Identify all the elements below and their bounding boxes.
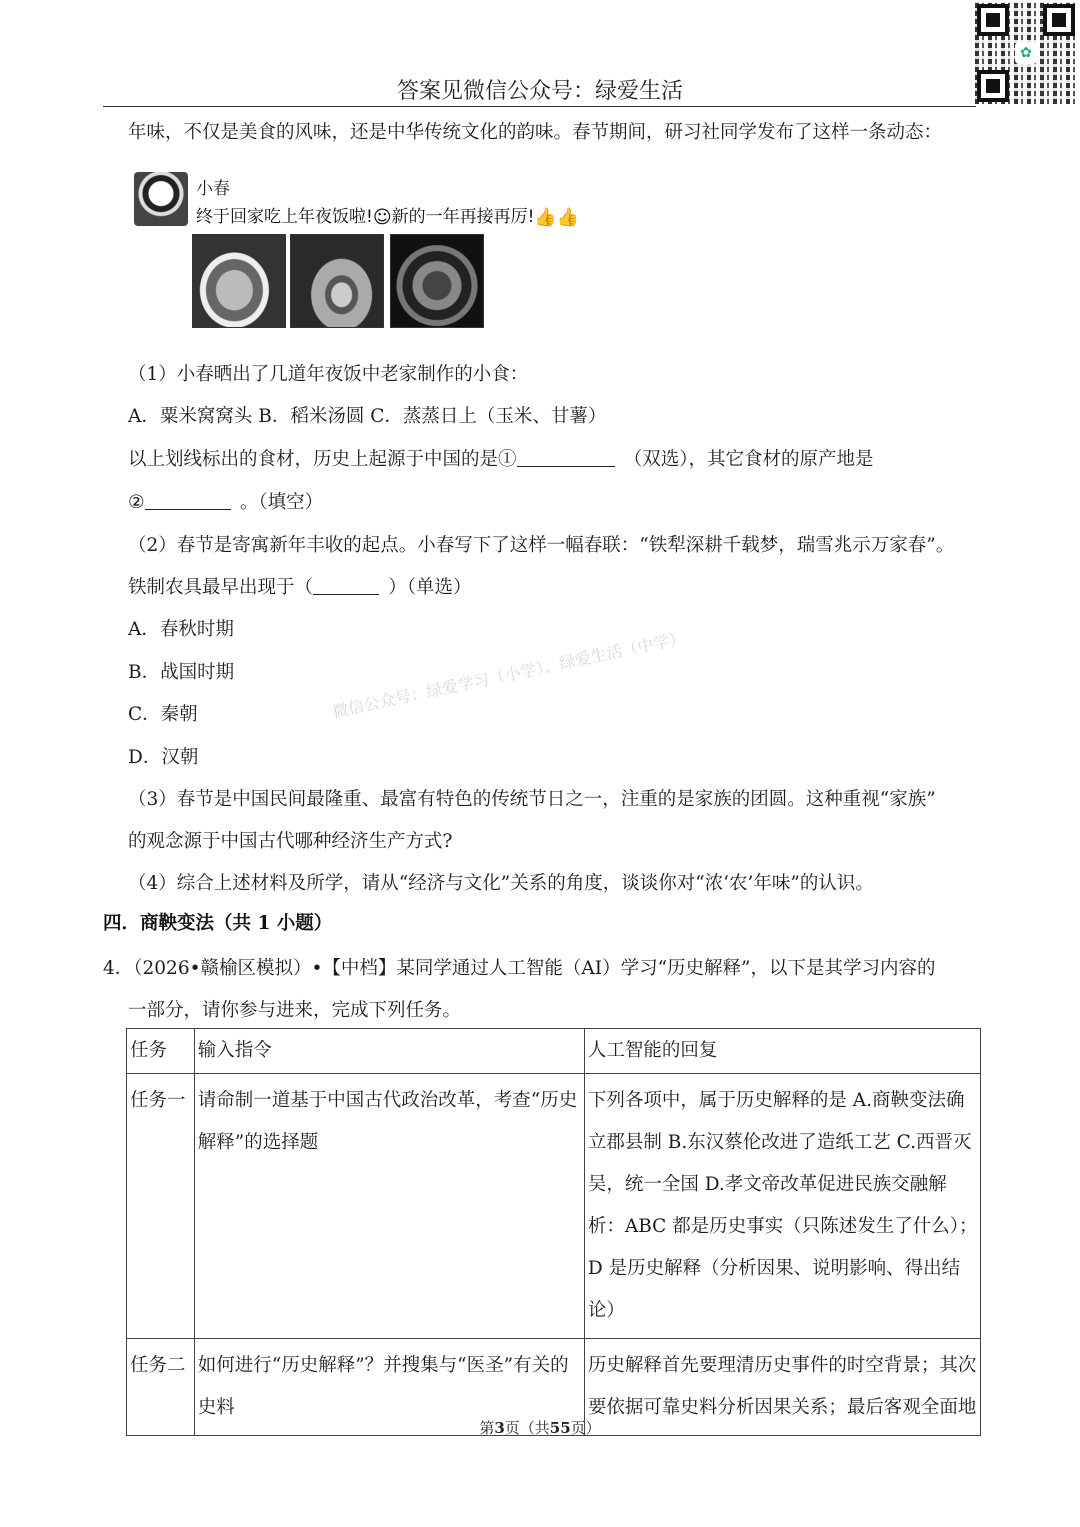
smile-emoji-icon: ☺ bbox=[372, 207, 392, 228]
q1-line2-prefix: ② bbox=[128, 492, 145, 513]
food-photo-wowotou bbox=[192, 234, 286, 328]
answer-blank-1[interactable] bbox=[517, 448, 615, 467]
table-header-row bbox=[127, 1029, 981, 1074]
table-cell-reply: 历史解释首先要理清历史事件的时空背景；其次要依据可靠史料分析因果关系；最后客观全面地 bbox=[584, 1339, 980, 1436]
q2-option-c: C．秦朝 bbox=[128, 704, 198, 725]
q1-line2-after: 。（填空） bbox=[239, 492, 324, 513]
qr-finder-top-right bbox=[1043, 4, 1075, 36]
table-cell-instruction: 请命制一道基于中国古代政治改革，考查“历史解释”的选择题 bbox=[194, 1074, 584, 1339]
q1-line1-after: （双选），其它食材的原产地是 bbox=[633, 449, 874, 470]
table-cell-reply: 下列各项中，属于历史解释的是 A.商鞅变法确立郡县制 B.东汉蔡伦改进了造纸工艺 C.西晋灭吴，统一全国 D.孝文帝改革促进民族交融解析：ABC 都是历史事实（只陈述发生了什么）；D 是历史解释（分析因果、说明影响、得出结论） bbox=[584, 1074, 980, 1339]
answer-blank-3[interactable] bbox=[313, 576, 379, 595]
qr-finder-top-left bbox=[977, 4, 1009, 36]
q1-line1-before: 以上划线标出的食材，历史上起源于中国的是① bbox=[128, 449, 517, 470]
q2-option-b: B．战国时期 bbox=[128, 662, 235, 683]
qr-logo-icon: ✿ bbox=[1015, 42, 1037, 64]
q2-option-a: A．春秋时期 bbox=[128, 619, 234, 640]
table-cell-instruction: 如何进行“历史解释”？并搜集与“医圣”有关的史料 bbox=[194, 1339, 584, 1436]
task-table bbox=[126, 1028, 981, 1436]
social-post bbox=[128, 158, 612, 340]
watermark: 微信公众号：绿爱学习（小学）、绿爱生活（中学） bbox=[330, 628, 687, 722]
post-message-text: 终于回家吃上年夜饭啦! bbox=[196, 207, 373, 227]
table-cell-task: 任务二 bbox=[127, 1339, 195, 1436]
intro-text: 年味，不仅是美食的风味，还是中华传统文化的韵味。春节期间，研习社同学发布了这样一条动态： bbox=[128, 122, 943, 143]
q2-stem: （2）春节是寄寓新年丰收的起点。小春写下了这样一幅春联：“铁犁深耕千载梦，瑞雪兆示万家春”。 bbox=[128, 535, 955, 556]
q1-line2 bbox=[128, 488, 323, 514]
avatar bbox=[134, 172, 188, 226]
q2-line2 bbox=[128, 573, 472, 599]
food-photo-tangyuan bbox=[290, 234, 384, 328]
header-divider bbox=[103, 106, 976, 107]
table-header-cell: 人工智能的回复 bbox=[584, 1029, 980, 1074]
table-header-cell: 任务 bbox=[127, 1029, 195, 1074]
answer-blank-2[interactable] bbox=[145, 491, 231, 510]
section-heading: 四．商鞅变法（共 1 小题） bbox=[103, 913, 333, 934]
page-total: 55 bbox=[549, 1419, 571, 1437]
footer-prefix: 第 bbox=[479, 1419, 495, 1437]
table-row bbox=[127, 1074, 981, 1339]
q2-option-d: D．汉朝 bbox=[128, 747, 199, 768]
table-header-cell: 输入指令 bbox=[194, 1029, 584, 1074]
q1-stem: （1）小春晒出了几道年夜饭中老家制作的小食： bbox=[128, 364, 529, 385]
table-cell-task: 任务一 bbox=[127, 1074, 195, 1339]
thumbs-up-icon: 👍👍 bbox=[534, 207, 580, 228]
post-message bbox=[196, 202, 579, 228]
food-photo-zhengzheng bbox=[390, 234, 484, 328]
footer-suffix: 页） bbox=[570, 1419, 601, 1437]
question-4-line1: 4．（2026•赣榆区模拟）•【中档】某同学通过人工智能（AI）学习“历史解释”，以下是其学习内容的 bbox=[103, 958, 936, 979]
post-message-text-2: 新的一年再接再厉! bbox=[391, 207, 535, 227]
q1-line1 bbox=[128, 445, 874, 471]
post-author-name: 小春 bbox=[196, 179, 230, 199]
page-number: 3 bbox=[494, 1419, 505, 1437]
q2-line2-after: ）（单选） bbox=[388, 577, 472, 598]
q4-line1: （4）综合上述材料及所学，请从“经济与文化”关系的角度，谈谈你对“浓‘农’年味”的认识。 bbox=[128, 873, 874, 894]
question-4-line2: 一部分，请你参与进来，完成下列任务。 bbox=[128, 1000, 462, 1021]
q1-options: A．粟米窝窝头 B．稻米汤圆 C．蒸蒸日上（玉米、甘薯） bbox=[128, 406, 607, 427]
page-header-title: 答案见微信公众号：绿爱生活 bbox=[396, 79, 683, 104]
q3-line2: 的观念源于中国古代哪种经济生产方式? bbox=[128, 831, 453, 852]
footer-middle: 页（共 bbox=[504, 1419, 550, 1437]
q3-line1: （3）春节是中国民间最隆重、最富有特色的传统节日之一，注重的是家族的团圆。这种重视“家族” bbox=[128, 789, 936, 810]
page-footer bbox=[0, 1417, 1080, 1438]
q2-line2-before: 铁制农具最早出现于（ bbox=[128, 577, 314, 598]
